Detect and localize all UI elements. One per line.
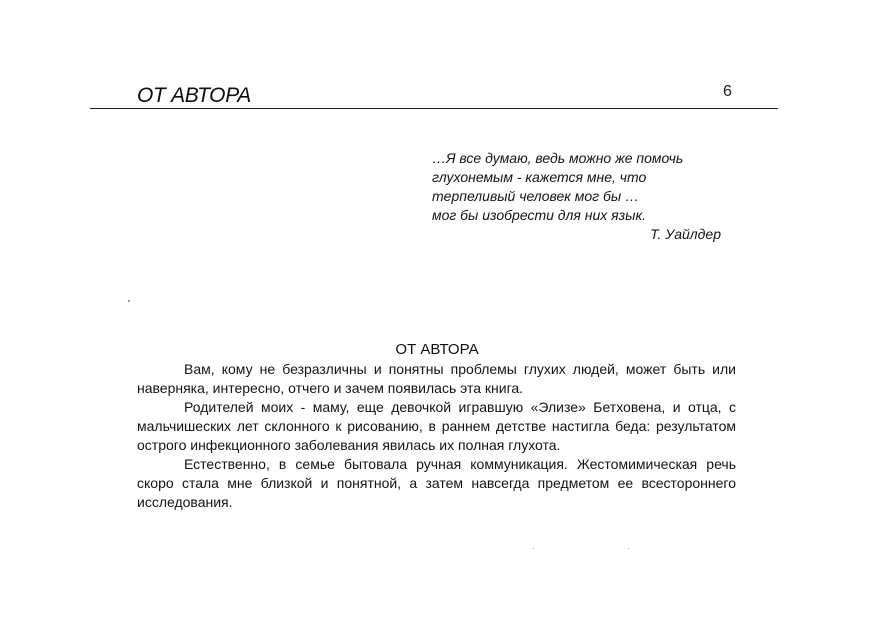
header-rule-divider bbox=[90, 108, 778, 109]
running-head-title: ОТ АВТОРА bbox=[137, 84, 251, 107]
epigraph-line: глухонемым - кажется мне, что bbox=[432, 169, 647, 185]
paragraph: Естественно, в семье бытовала ручная коммуникация. Жестомимическая речь скоро стала мне близкой и понятной, а затем навсегда предметом ее всестороннего исследования. bbox=[137, 456, 736, 510]
section-title: ОТ АВТОРА bbox=[395, 341, 479, 358]
scan-speck bbox=[628, 548, 629, 549]
paragraph: Родителей моих - маму, еще девочкой игравшую «Элизе» Бетховена, и отца, с мальчишеских лет склонного к рисованию, в раннем детстве настигла беда: результатом острого инфекционного заболевания явилась их полная глухота. bbox=[137, 399, 736, 453]
page-number: 6 bbox=[723, 83, 732, 100]
epigraph-author: Т. Уайлдер bbox=[650, 226, 721, 242]
epigraph-line: …Я все думаю, ведь можно же помочь bbox=[432, 150, 684, 166]
scan-speck bbox=[128, 300, 130, 302]
section-body bbox=[137, 360, 736, 512]
scan-speck bbox=[533, 548, 534, 549]
epigraph-line: терпеливый человек мог бы … bbox=[432, 188, 640, 204]
epigraph bbox=[432, 149, 742, 244]
paragraph: Вам, кому не безразличны и понятны проблемы глухих людей, может быть или наверняка, интересно, отчего и зачем появилась эта книга. bbox=[137, 361, 736, 396]
epigraph-line: мог бы изобрести для них язык. bbox=[432, 207, 646, 223]
